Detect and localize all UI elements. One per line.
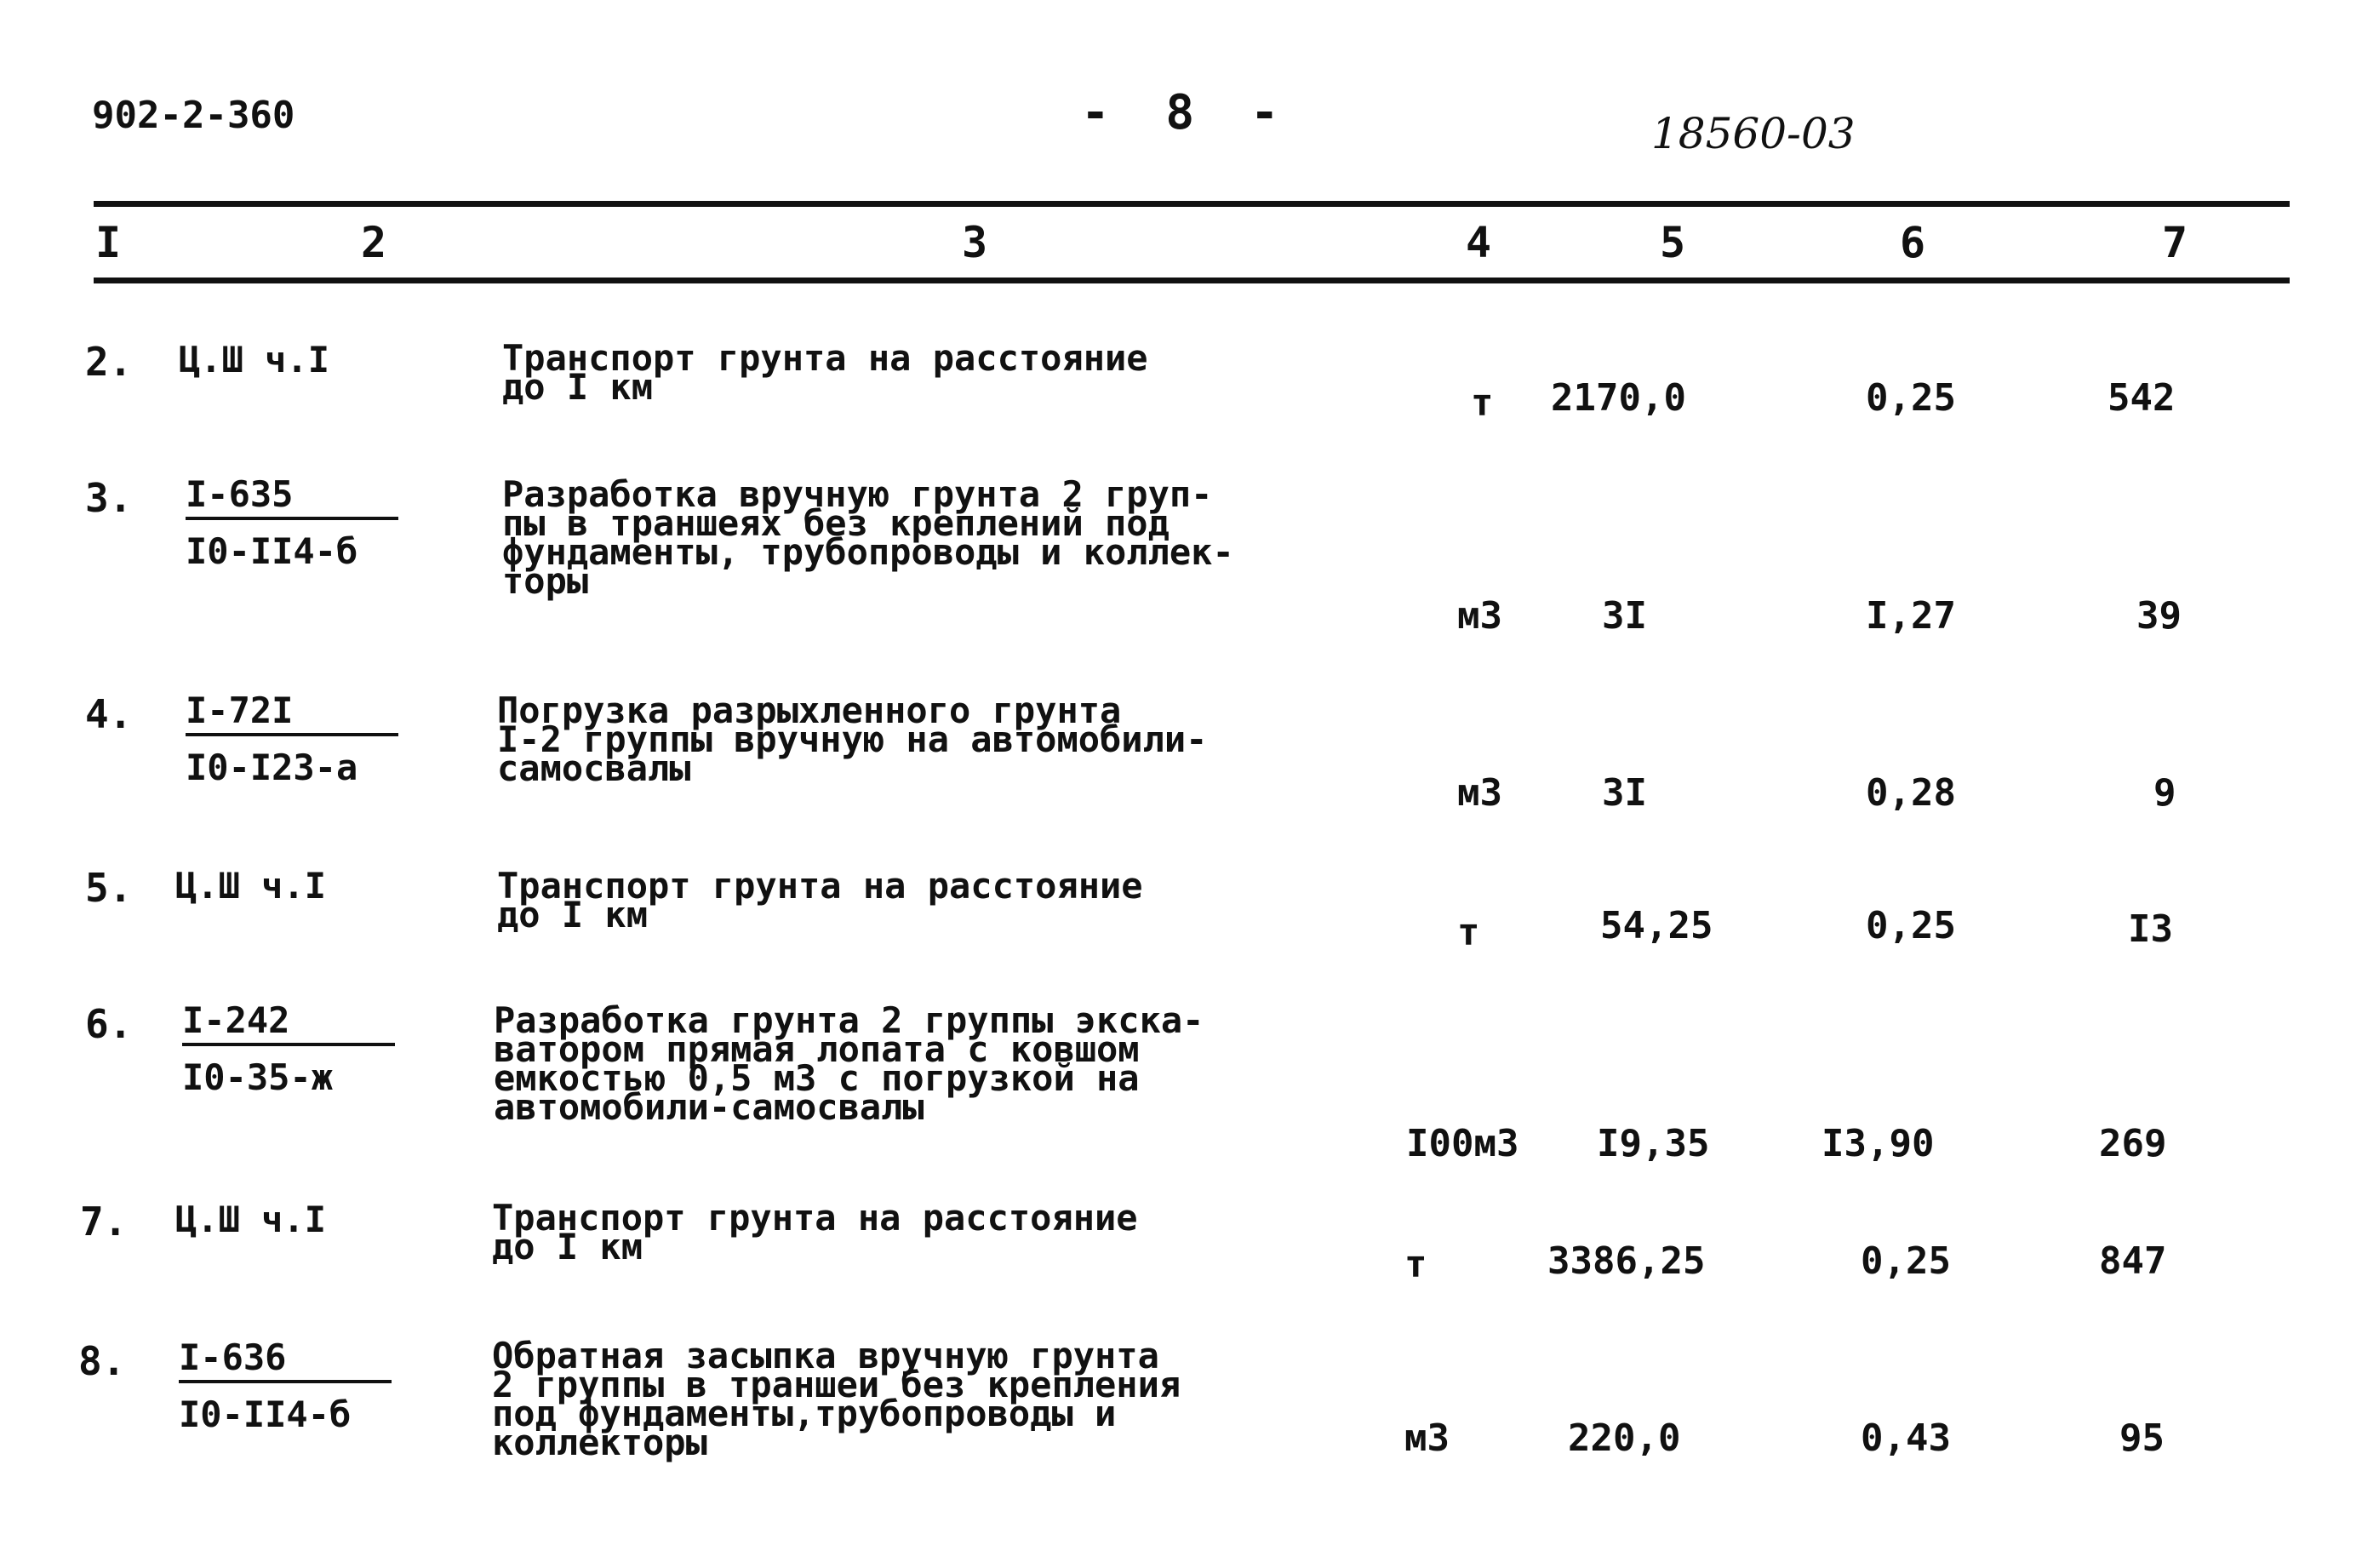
row-number: 4.	[85, 691, 133, 737]
row-description: Транспорт грунта на расстояние до I км	[497, 865, 1143, 936]
row-unit: м3	[1457, 594, 1502, 638]
reference-denominator: I0-I23-а	[186, 747, 358, 788]
column-number-6: 6	[1900, 218, 1926, 267]
row-unit-price: 0,25	[1866, 904, 1956, 947]
row-number: 7.	[80, 1199, 128, 1245]
row-unit-price: 0,28	[1866, 771, 1956, 815]
row-total: I3	[2128, 907, 2173, 951]
row-unit-price: I,27	[1866, 594, 1956, 638]
reference-numerator: I-636	[179, 1336, 392, 1383]
column-number-5: 5	[1660, 218, 1686, 267]
document-code: 902-2-360	[92, 94, 295, 137]
row-reference	[182, 999, 395, 1098]
column-number-2: 2	[361, 218, 387, 267]
column-number-4: 4	[1466, 218, 1492, 267]
reference-numerator: I-635	[186, 473, 398, 520]
row-total: 542	[2107, 376, 2176, 420]
row-quantity: 3I	[1602, 594, 1647, 638]
document-number: 18560-03	[1651, 109, 1856, 158]
row-number: 6.	[85, 1001, 133, 1047]
table-header-rule	[94, 278, 2290, 283]
row-description: Погрузка разрыхленного грунта I-2 группы вручную на автомобили- самосвалы	[497, 690, 1208, 789]
reference-denominator: I0-35-ж	[182, 1056, 334, 1098]
row-description: Транспорт грунта на расстояние до I км	[492, 1197, 1138, 1268]
row-quantity: 220,0	[1568, 1416, 1681, 1460]
row-number: 5.	[85, 865, 133, 911]
row-description: Обратная засыпка вручную грунта 2 группы в траншеи без крепления под фундаменты,трубопроводы и коллекторы	[492, 1335, 1181, 1463]
column-number-1: I	[95, 218, 122, 267]
row-unit: I00м3	[1406, 1122, 1519, 1165]
reference-numerator: I-242	[182, 999, 395, 1046]
row-quantity: 3386,25	[1547, 1239, 1706, 1283]
row-total: 847	[2099, 1239, 2167, 1283]
row-unit: т	[1404, 1243, 1427, 1286]
page-number: - 8 -	[1081, 85, 1293, 140]
row-quantity: I9,35	[1597, 1122, 1710, 1165]
row-reference: Ц.Ш ч.I	[179, 339, 330, 381]
row-quantity: 54,25	[1600, 904, 1713, 947]
table-top-rule	[94, 201, 2290, 207]
row-description: Транспорт грунта на расстояние до I км	[502, 337, 1148, 408]
row-total: 39	[2136, 594, 2182, 638]
row-description: Разработка вручную грунта 2 груп- пы в траншеях без креплений под фундаменты, трубопроводы и коллек- торы	[502, 473, 1234, 602]
row-unit: м3	[1404, 1416, 1450, 1460]
row-total: 9	[2153, 771, 2176, 815]
row-description: Разработка грунта 2 группы экска- ватором прямая лопата с ковшом емкостью 0,5 м3 с погрузкой на автомобили-самосвалы	[494, 999, 1204, 1128]
row-unit: м3	[1457, 771, 1502, 815]
row-reference: Ц.Ш ч.I	[175, 865, 327, 907]
column-number-7: 7	[2162, 218, 2188, 267]
reference-numerator: I-72I	[186, 690, 398, 736]
row-unit: т	[1471, 381, 1494, 425]
row-unit-price: 0,43	[1861, 1416, 1951, 1460]
row-unit-price: 0,25	[1866, 376, 1956, 420]
reference-denominator: I0-II4-б	[179, 1393, 352, 1435]
reference-denominator: I0-II4-б	[186, 530, 358, 572]
row-reference	[186, 473, 398, 572]
row-reference: Ц.Ш ч.I	[175, 1199, 327, 1240]
row-reference	[186, 690, 398, 788]
row-number: 2.	[85, 339, 133, 385]
row-number: 3.	[85, 475, 133, 521]
row-unit-price: I3,90	[1822, 1122, 1935, 1165]
row-total: 269	[2099, 1122, 2167, 1165]
row-quantity: 2170,0	[1551, 376, 1686, 420]
row-reference	[179, 1336, 392, 1435]
row-unit: т	[1457, 911, 1480, 954]
row-quantity: 3I	[1602, 771, 1647, 815]
column-number-3: 3	[962, 218, 988, 267]
row-total: 95	[2119, 1416, 2165, 1460]
row-unit-price: 0,25	[1861, 1239, 1951, 1283]
row-number: 8.	[78, 1338, 126, 1384]
